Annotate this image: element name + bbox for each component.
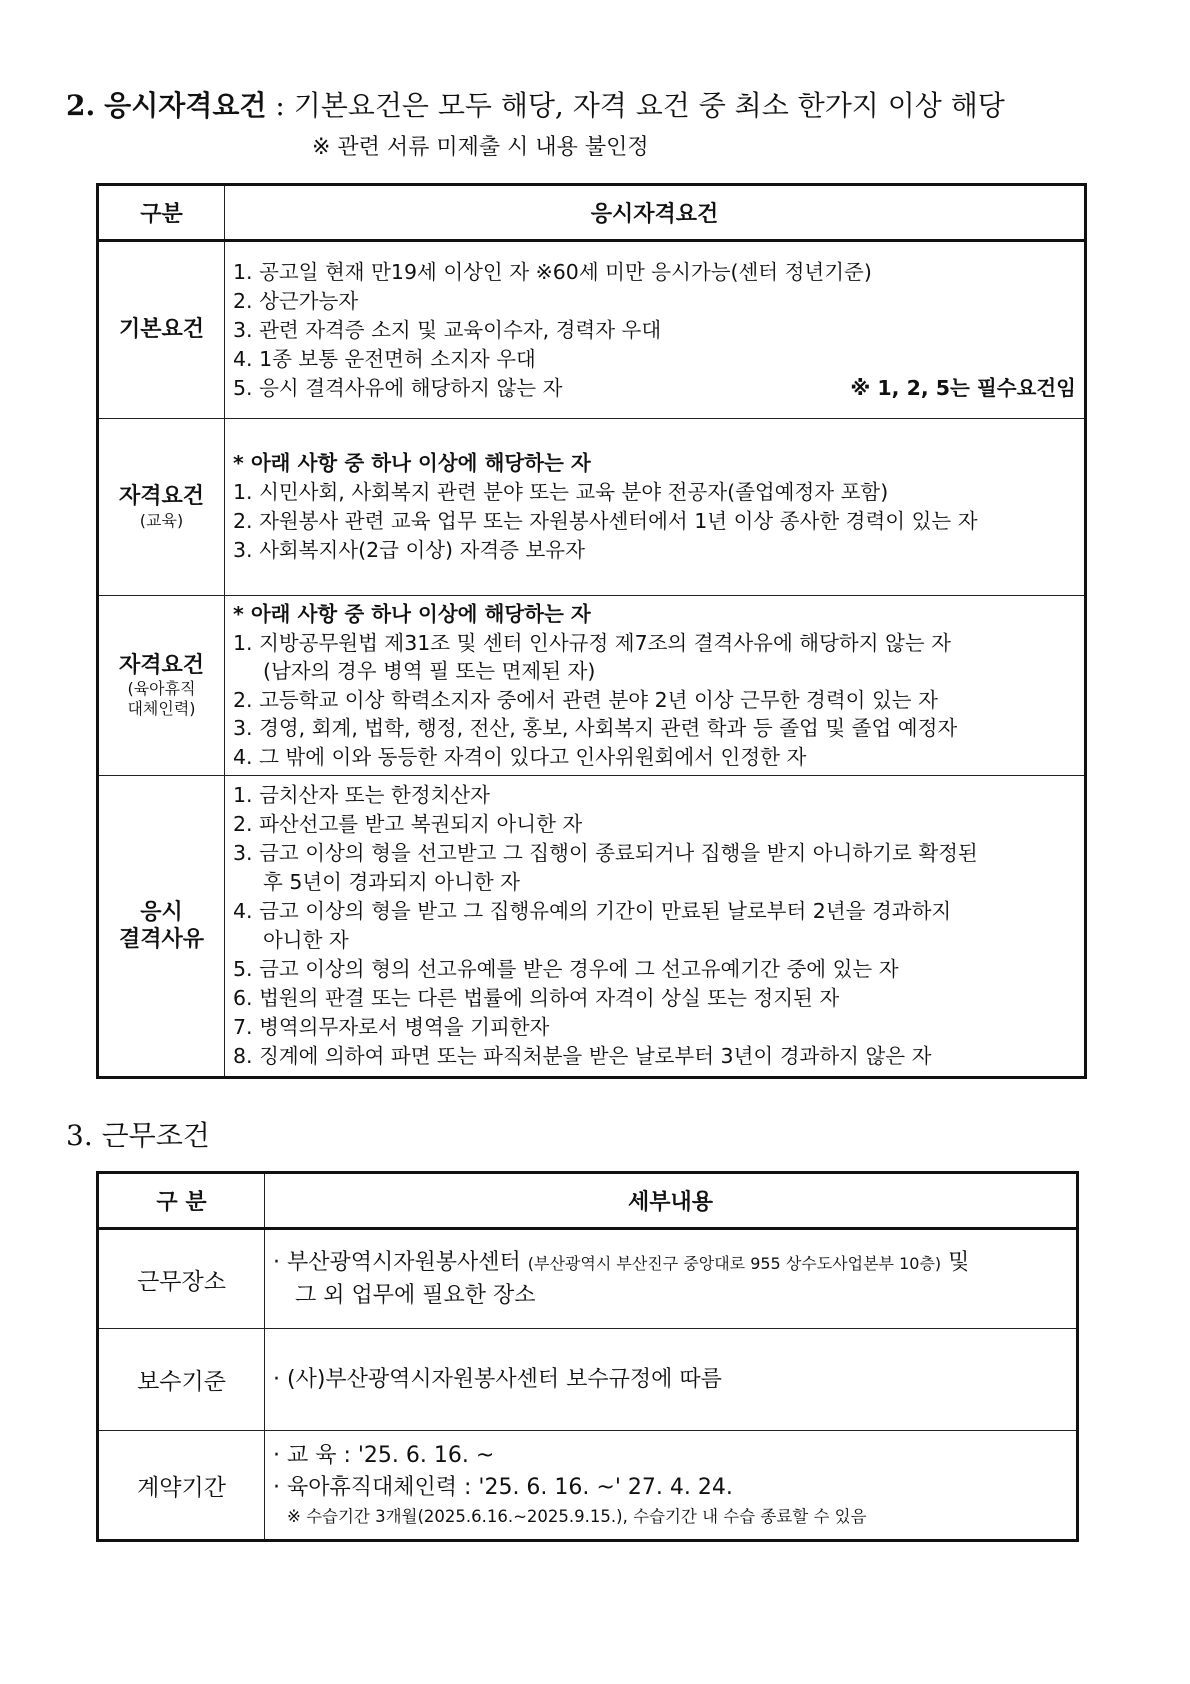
qualification-education-item-3: 3. 사회복지사(2급 이상) 자격증 보유자 bbox=[233, 538, 585, 562]
basic-requirements-row bbox=[98, 241, 1086, 419]
basic-requirements-label-cell bbox=[98, 241, 225, 419]
qualification-education-item-1: 1. 시민사회, 사회복지 관련 분야 또는 교육 분야 전공자(졸업예정자 포함) bbox=[233, 480, 889, 504]
qualification-education-row bbox=[98, 419, 1086, 596]
pay-row bbox=[98, 1329, 1078, 1431]
work-conditions-header-row bbox=[98, 1173, 1078, 1229]
disqualification-label-1: 응시 bbox=[140, 899, 183, 925]
basic-item-2: 2. 상근가능자 bbox=[233, 288, 359, 313]
header-details: 세부내용 bbox=[265, 1173, 1078, 1229]
basic-item-5: 5. 응시 결격사유에 해당하지 않는 자 bbox=[233, 375, 563, 400]
required-note: ※ 1, 2, 5는 필수요건임 bbox=[850, 375, 1076, 400]
contract-line-2: · 육아휴직대체인력 : '25. 6. 16. ~' 27. 4. 24. bbox=[273, 1475, 733, 1500]
qualification-leave-item-1: 1. 지방공무원법 제31조 및 센터 인사규정 제7조의 결격사유에 해당하지 않는 자 bbox=[233, 630, 951, 655]
disqualification-label-cell bbox=[98, 776, 225, 1078]
workplace-and: 및 bbox=[948, 1249, 970, 1275]
contract-line-1: · 교 육 : '25. 6. 16. ~ bbox=[273, 1443, 495, 1468]
qualification-leave-label: 자격요건 bbox=[118, 652, 204, 678]
qualification-leave-content bbox=[225, 596, 1086, 776]
qualification-leave-item-2: 2. 고등학교 이상 학력소지자 중에서 관련 분야 2년 이상 근무한 경력이 있는 자 bbox=[233, 687, 938, 712]
qualification-leave-item-4: 4. 그 밖에 이와 동등한 자격이 있다고 인사위원회에서 인정한 자 bbox=[233, 744, 807, 769]
qualification-education-item-2: 2. 자원봉사 관련 교육 업무 또는 자원봉사센터에서 1년 이상 종사한 경력이 있는 자 bbox=[233, 509, 978, 533]
header-category: 구분 bbox=[98, 185, 225, 241]
qualification-leave-label-cell bbox=[98, 596, 225, 776]
work-conditions-table bbox=[96, 1171, 1079, 1542]
header-category-2: 구 분 bbox=[98, 1173, 265, 1229]
disqualification-item-3: 3. 금고 이상의 형을 선고받고 그 집행이 종료되거나 집행을 받지 아니하기로 확정된 bbox=[233, 841, 978, 865]
disqualification-item-5: 5. 금고 이상의 형의 선고유예를 받은 경우에 그 선고유예기간 중에 있는 자 bbox=[233, 957, 899, 981]
disqualification-item-8: 8. 징계에 의하여 파면 또는 파직처분을 받은 날로부터 3년이 경과하지 않은 자 bbox=[233, 1044, 932, 1068]
qualification-leave-sublabel-2: 대체인력) bbox=[127, 699, 196, 719]
basic-requirements-label: 기본요건 bbox=[118, 317, 204, 343]
contract-row bbox=[98, 1431, 1078, 1541]
basic-item-4: 4. 1종 보통 운전면허 소지자 우대 bbox=[233, 346, 536, 371]
qualification-education-content bbox=[225, 419, 1086, 596]
workplace-address: (부산광역시 부산진구 중앙대로 955 상수도사업본부 10층) bbox=[527, 1253, 942, 1273]
disqualification-row bbox=[98, 776, 1086, 1078]
qualification-education-label-cell bbox=[98, 419, 225, 596]
section-2-description: 기본요건은 모두 해당, 자격 요건 중 최소 한가지 이상 해당 bbox=[293, 89, 1005, 122]
disqualification-content bbox=[225, 776, 1086, 1078]
section-2-separator: : bbox=[275, 89, 285, 122]
disqualification-item-6: 6. 법원의 판결 또는 다른 법률에 의하여 자격이 상실 또는 정지된 자 bbox=[233, 986, 840, 1010]
qualification-leave-item-3: 3. 경영, 회계, 법학, 행정, 전산, 홍보, 사회복지 관련 학과 등 졸업 및 졸업 예정자 bbox=[233, 716, 958, 740]
basic-item-3: 3. 관련 자격증 소지 및 교육이수자, 경력자 우대 bbox=[233, 317, 662, 342]
qualification-leave-item-1-cont: (남자의 경우 병역 필 또는 면제된 자) bbox=[263, 659, 596, 683]
workplace-label: 근무장소 bbox=[98, 1229, 265, 1329]
section-3-heading bbox=[66, 1114, 210, 1154]
disqualification-item-4: 4. 금고 이상의 형을 받고 그 집행유예의 기간이 만료된 날로부터 2년을 경과하지 bbox=[233, 899, 952, 923]
section-2-title: 응시자격요건 bbox=[104, 89, 267, 122]
contract-content bbox=[265, 1431, 1078, 1541]
workplace-content bbox=[265, 1229, 1078, 1329]
workplace-line-1 bbox=[273, 1247, 1066, 1280]
qualification-education-lead: * 아래 사항 중 하나 이상에 해당하는 자 bbox=[233, 451, 591, 475]
disqualification-item-1: 1. 금치산자 또는 한정치산자 bbox=[233, 783, 490, 807]
contract-note: ※ 수습기간 3개월(2025.6.16.~2025.9.15.), 수습기간 내 수습 종료할 수 있음 bbox=[287, 1507, 867, 1526]
pay-content: · (사)부산광역시자원봉사센터 보수규정에 따름 bbox=[265, 1329, 1078, 1431]
disqualification-label-2: 결격사유 bbox=[118, 927, 204, 952]
workplace-line-2: 그 외 업무에 필요한 장소 bbox=[295, 1282, 536, 1308]
pay-label: 보수기준 bbox=[98, 1329, 265, 1431]
disqualification-item-7: 7. 병역의무자로서 병역을 기피한자 bbox=[233, 1015, 550, 1039]
basic-item-5-row bbox=[233, 374, 1076, 403]
qualification-education-label: 자격요건 bbox=[118, 484, 204, 510]
eligibility-header-row bbox=[98, 185, 1086, 241]
header-eligibility: 응시자격요건 bbox=[225, 185, 1086, 241]
basic-requirements-content bbox=[225, 241, 1086, 419]
section-2-heading bbox=[66, 84, 1005, 124]
qualification-leave-sublabel-1: (육아휴직 bbox=[127, 679, 196, 699]
section-3-number: 3. bbox=[66, 1119, 93, 1152]
qualification-education-sublabel: (교육) bbox=[139, 510, 184, 530]
qualification-leave-lead: * 아래 사항 중 하나 이상에 해당하는 자 bbox=[233, 602, 591, 626]
section-3-title: 근무조건 bbox=[101, 1119, 210, 1152]
section-2-note: ※ 관련 서류 미제출 시 내용 불인정 bbox=[312, 135, 649, 160]
eligibility-table bbox=[96, 183, 1087, 1079]
workplace-row bbox=[98, 1229, 1078, 1329]
basic-item-1: 1. 공고일 현재 만19세 이상인 자 ※60세 미만 응시가능(센터 정년기준) bbox=[233, 259, 872, 284]
qualification-leave-row bbox=[98, 596, 1086, 776]
workplace-name: · 부산광역시자원봉사센터 bbox=[273, 1249, 521, 1275]
section-2-number: 2. bbox=[66, 89, 96, 122]
disqualification-item-4-cont: 아니한 자 bbox=[263, 928, 349, 952]
disqualification-item-2: 2. 파산선고를 받고 복권되지 아니한 자 bbox=[233, 812, 583, 836]
disqualification-item-3-cont: 후 5년이 경과되지 아니한 자 bbox=[263, 870, 520, 894]
contract-label: 계약기간 bbox=[98, 1431, 265, 1541]
